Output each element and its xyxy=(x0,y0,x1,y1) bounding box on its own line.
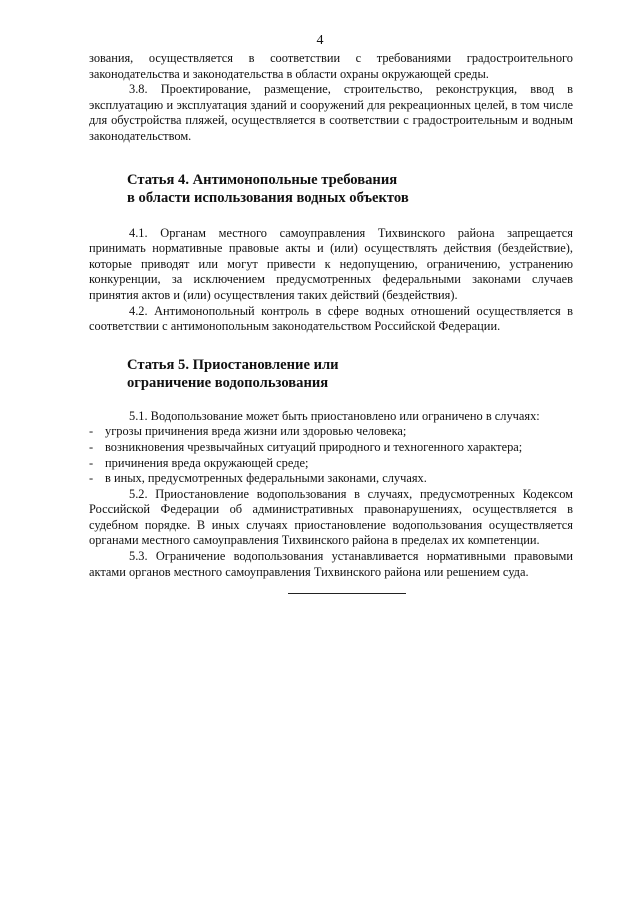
page-number: 4 xyxy=(316,33,324,48)
list-item: - возникновения чрезвычайных ситуаций природного и техногенного характера; xyxy=(89,440,573,456)
paragraph-5-1: 5.1. Водопользование может быть приостановлено или ограничено в случаях: xyxy=(129,408,540,423)
article-4-heading xyxy=(89,171,573,207)
paragraph-3-8: 3.8. Проектирование, размещение, строительство, реконструкция, ввод в эксплуатацию и эксплуатация зданий и сооружений для рекреационных целей, в том числе для обустройства пляжей, осуществляется в соответствии с градостроительным и водным законодательством. xyxy=(89,82,573,143)
article-5-heading xyxy=(89,356,573,392)
paragraph-4-2: 4.2. Антимонопольный контроль в сфере водных отношений осуществляется в соответствии с антимонопольным законодательством Российской Федерации. xyxy=(89,303,573,334)
article-4-title-line2: в области использования водных объектов xyxy=(127,189,409,206)
article-5-title-line1: Статья 5. Приостановление или xyxy=(127,356,339,373)
paragraph-continuation: зования, осуществляется в соответствии с требованиями градостроительного законодательства и законодательства в области охраны окружающей среды. xyxy=(89,51,573,81)
article-5-title-line2: ограничение водопользования xyxy=(127,374,329,391)
paragraph-5-3: 5.3. Ограничение водопользования устанавливается нормативными правовыми актами органов местного самоуправления Тихвинского района или решением суда. xyxy=(89,549,573,579)
paragraph-5-2: 5.2. Приостановление водопользования в случаях, предусмотренных Кодексом Российской Федерации об административных правонарушениях, осуществляется в судебном порядке. В иных случаях приостановление водопользования осуществляется органами местного самоуправления Тихвинского района в пределах их компетенции. xyxy=(89,486,573,548)
list-item: - угрозы причинения вреда жизни или здоровью человека; xyxy=(89,424,573,440)
end-divider-line xyxy=(288,593,406,594)
list-item: - причинения вреда окружающей среде; xyxy=(89,456,573,472)
list-item: - в иных, предусмотренных федеральными законами, случаях. xyxy=(89,471,573,487)
paragraph-4-1: 4.1. Органам местного самоуправления Тихвинского района запрещается принимать нормативные правовые акты и (или) осуществлять действия (бездействие), которые приводят или могут привести к недопущению, ограничению, устранению конкуренции, за исключением предусмотренных федеральными законами случаев принятия актов и (или) осуществления таких действий (бездействия). xyxy=(89,225,573,302)
document-body xyxy=(89,51,573,594)
suspension-cases-list xyxy=(89,424,573,486)
article-4-title-line1: Статья 4. Антимонопольные требования xyxy=(127,171,398,188)
